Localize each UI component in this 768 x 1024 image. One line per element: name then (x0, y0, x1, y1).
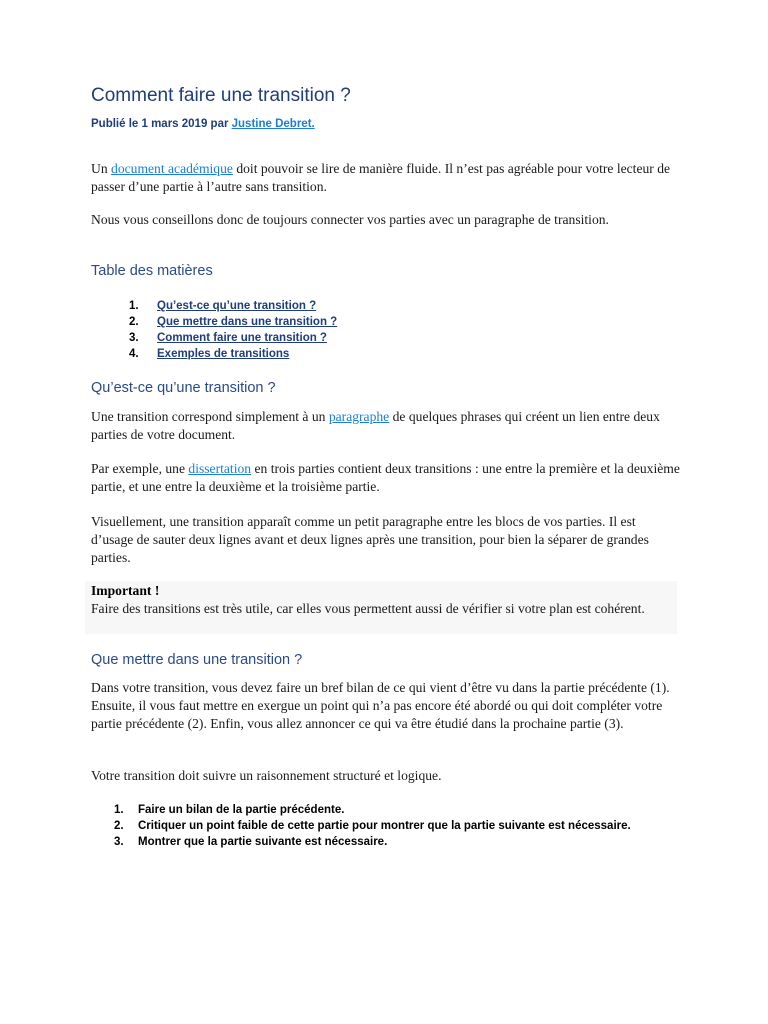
toc-item (129, 298, 337, 314)
toc-link-quest-ce[interactable]: Qu’est-ce qu’une transition ? (157, 300, 317, 312)
document-academique-link[interactable]: document académique (111, 161, 233, 176)
dissertation-link[interactable]: dissertation (188, 461, 252, 476)
section2-paragraph-2: Votre transition doit suivre un raisonnement structuré et logique. (91, 768, 442, 783)
byline (91, 118, 315, 130)
toc-link-que-mettre[interactable]: Que mettre dans une transition ? (157, 316, 338, 328)
step-label: Faire un bilan de la partie précédente. (138, 804, 345, 816)
step-number: 2. (114, 820, 124, 832)
step-number: 3. (114, 836, 124, 848)
section1-p2-before: Par exemple, une (91, 461, 189, 476)
section1-paragraph-1 (91, 408, 681, 444)
byline-prefix: Publié le 1 mars 2019 par (91, 118, 232, 130)
section-heading-que-mettre: Que mettre dans une transition ? (91, 652, 303, 668)
section1-p1-after: de quelques phrases qui créent un lien entre deux parties de votre document. (91, 409, 660, 442)
section-heading-quest-ce: Qu’est-ce qu’une transition ? (91, 380, 276, 396)
section1-paragraph-2 (91, 460, 681, 496)
important-text: Faire des transitions est très utile, car elles vous permettent aussi de vérifier si votre plan est cohérent. (91, 601, 645, 616)
toc-item-number: 3. (129, 332, 139, 344)
intro-text-before: Un (91, 161, 112, 176)
toc-link-exemples[interactable]: Exemples de transitions (157, 348, 290, 360)
toc-item-number: 2. (129, 316, 139, 328)
list-item (114, 818, 631, 834)
author-link[interactable]: Justine Debret. (231, 118, 315, 130)
transition-steps-list (114, 802, 631, 850)
toc-item (129, 346, 337, 362)
section1-p2-after: en trois parties contient deux transitions : une entre la première et la deuxième partie, et une entre la deuxième et la troisième partie. (91, 461, 680, 494)
toc-link-comment-faire[interactable]: Comment faire une transition ? (157, 332, 327, 344)
page-title: Comment faire une transition ? (91, 85, 351, 106)
section1-paragraph-3: Visuellement, une transition apparaît comme un petit paragraphe entre les blocs de vos parties. Il est d’usage de sauter deux lignes avant et deux lignes après une transition, pour bien la séparer de grandes parties. (91, 514, 649, 565)
toc-heading: Table des matières (91, 263, 213, 279)
step-number: 1. (114, 804, 124, 816)
toc-item-number: 1. (129, 300, 139, 312)
table-of-contents (129, 298, 337, 362)
toc-item (129, 330, 337, 346)
list-item (114, 834, 631, 850)
list-item (114, 802, 631, 818)
toc-item-number: 4. (129, 348, 139, 360)
intro-text-after: doit pouvoir se lire de manière fluide. Il n’est pas agréable pour votre lecteur de passer d’une partie à l’autre sans transition. (91, 161, 671, 194)
important-callout (91, 582, 681, 618)
important-label: Important ! (91, 583, 160, 598)
paragraphe-link[interactable]: paragraphe (328, 409, 390, 424)
section2-paragraph-1: Dans votre transition, vous devez faire un bref bilan de ce qui vient d’être vu dans la partie précédente (1). Ensuite, il vous faut mettre en exergue un point qui n’a pas encore été abordé ou qui doit compléter votre partie précédente (2). Enfin, vous allez annoncer ce qui va être étudié dans la prochaine partie (3). (91, 680, 670, 731)
intro-paragraph-1 (91, 160, 681, 196)
section1-p1-before: Une transition correspond simplement à un (91, 409, 329, 424)
toc-item (129, 314, 337, 330)
intro-paragraph-2: Nous vous conseillons donc de toujours connecter vos parties avec un paragraphe de transition. (91, 212, 609, 227)
step-label: Montrer que la partie suivante est nécessaire. (138, 836, 388, 848)
step-label: Critiquer un point faible de cette partie pour montrer que la partie suivante est nécessaire. (138, 820, 631, 832)
